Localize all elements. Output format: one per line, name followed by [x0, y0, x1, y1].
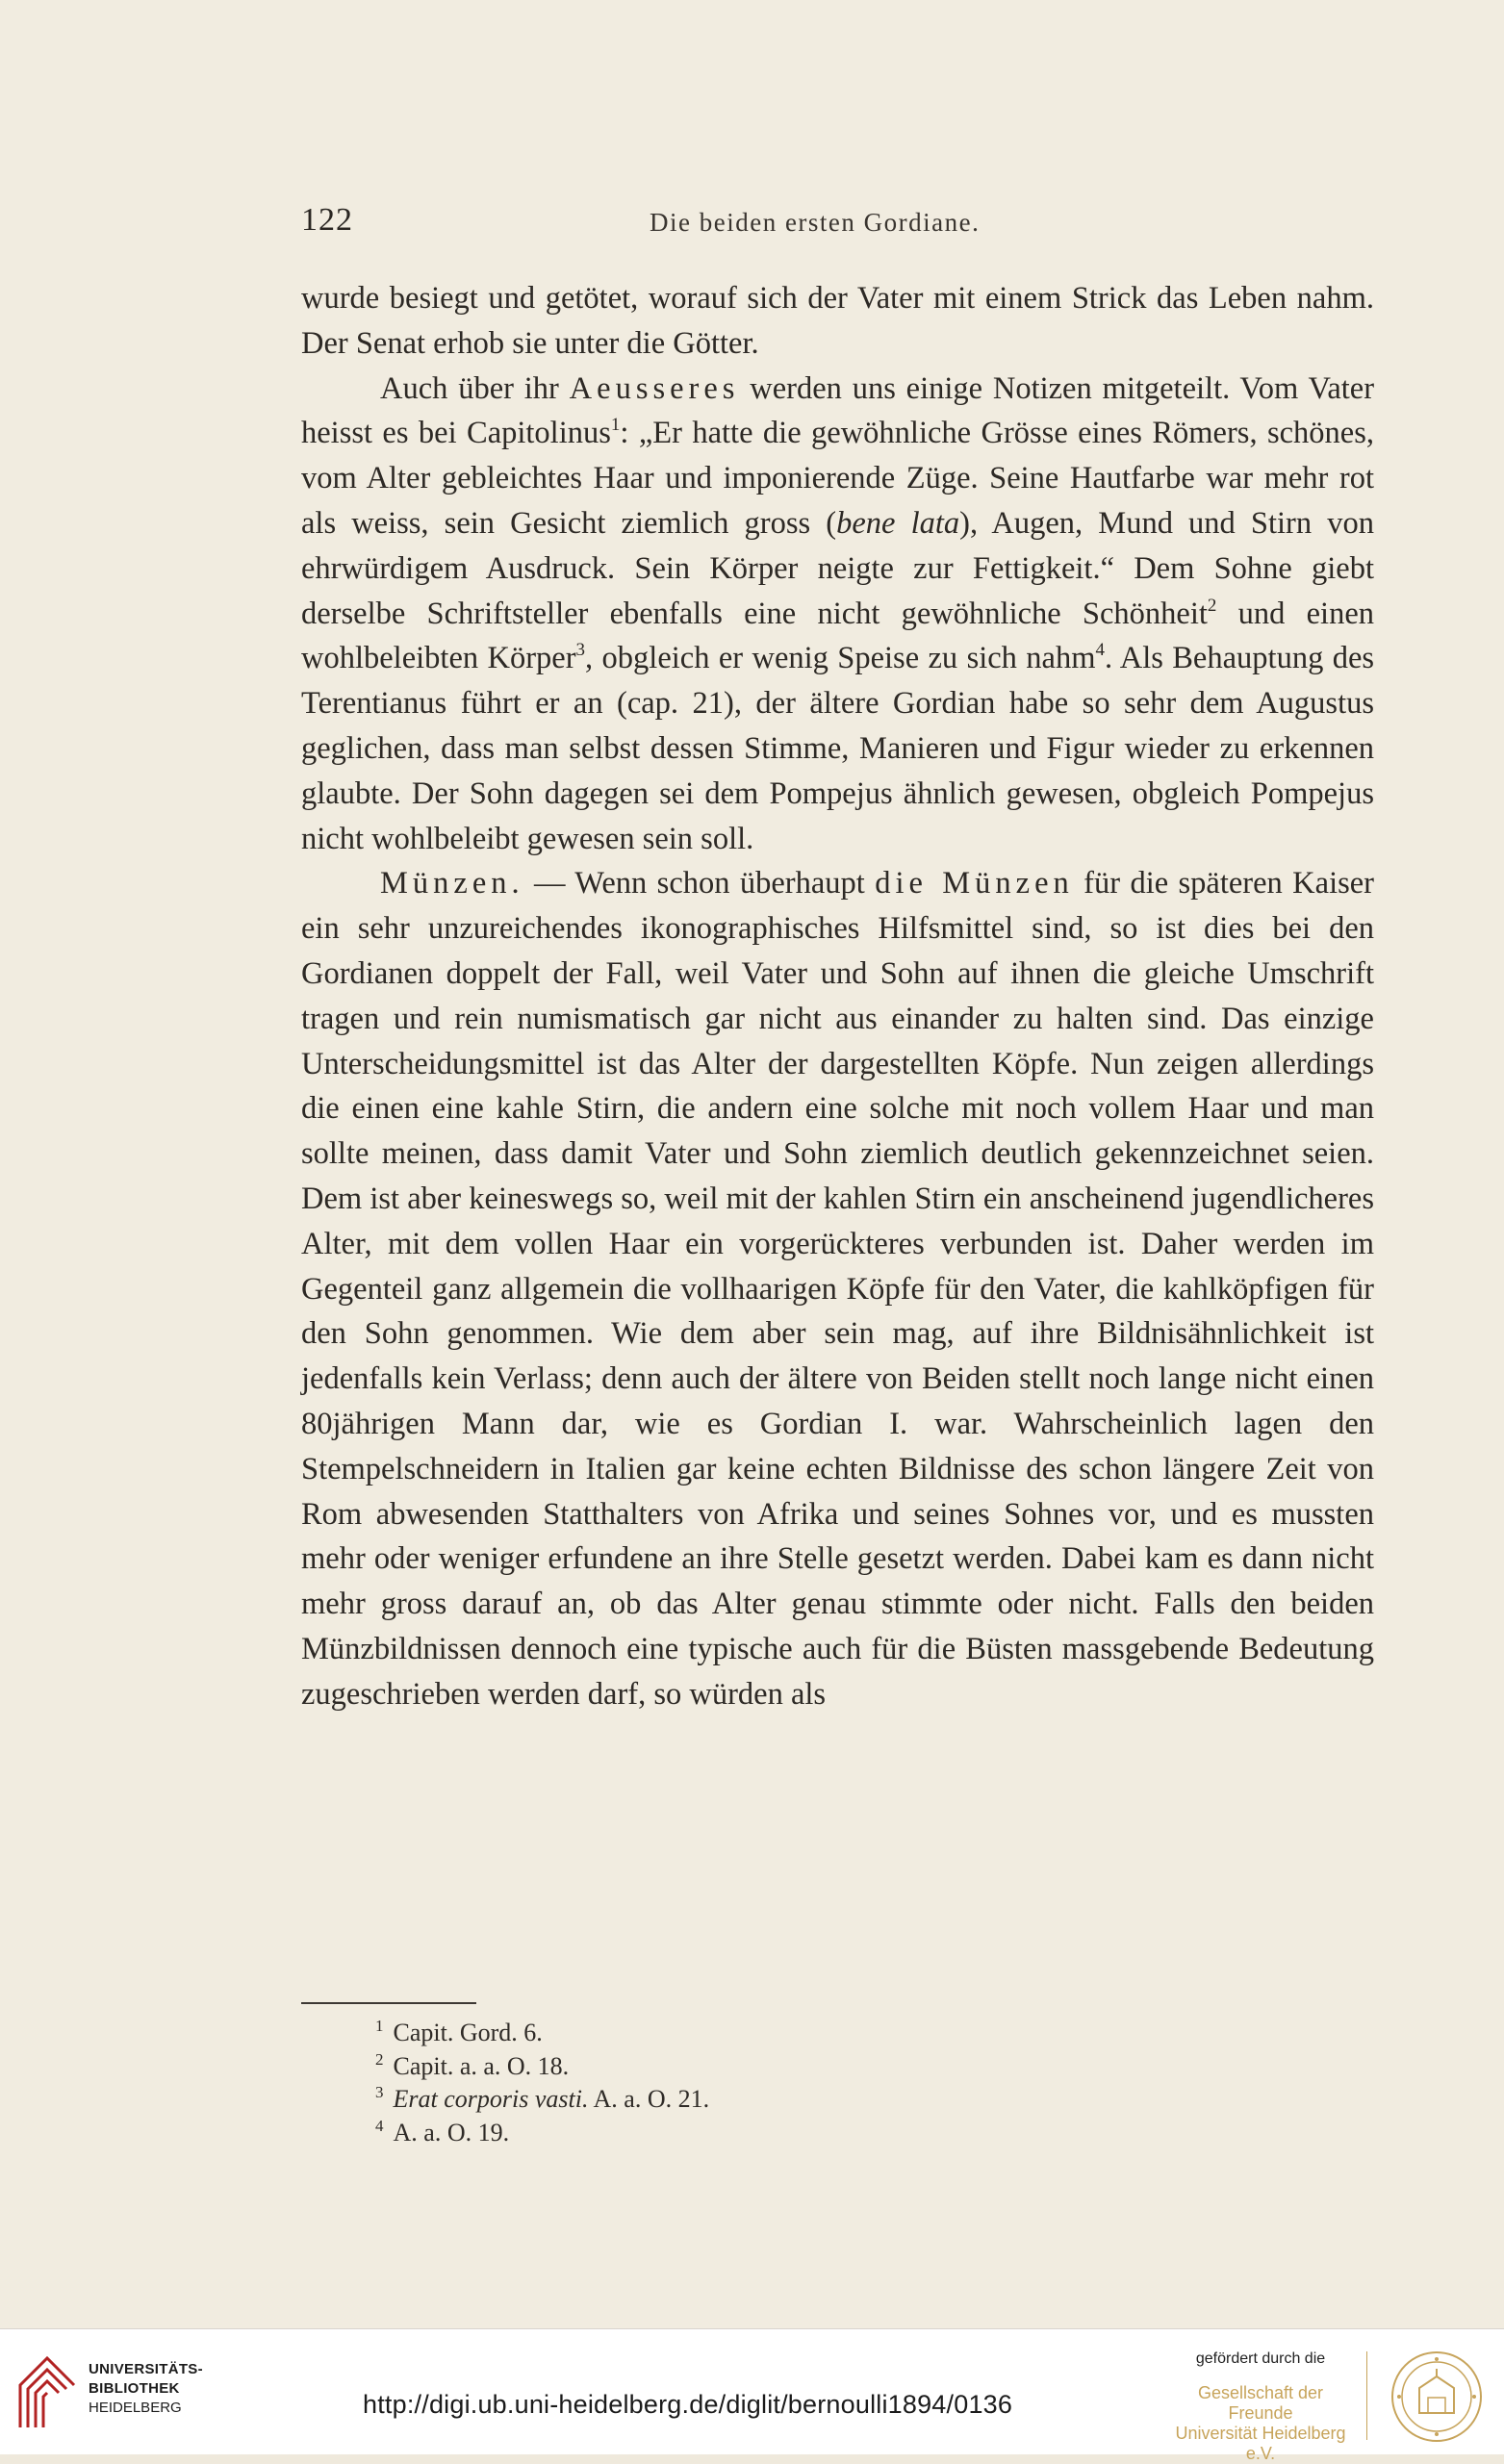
- body-text: [301, 276, 1374, 1717]
- paragraph-2: Auch über ihr Aeusseres werden uns einige Notizen mitgeteilt. Vom Vater heisst es bei Capitolinus$^1$: „Er hatte die gewöhnliche Grösse eines Römers, schönes, vom Alter gebleichtes Haar und imponierende Züge. Seine Hautfarbe war mehr rot als weiss, sein Gesicht ziemlich gross (bene lata), Augen, Mund und Stirn von ehrwürdigem Ausdruck. Sein Körper neigte zur Fettigkeit.“ Dem Sohne giebt derselbe Schriftsteller ebenfalls eine nicht gewöhnliche Schönheit$^2$ und einen wohlbeleibten Körper$^3$, obgleich er wenig Speise zu sich nahm$^4$. Als Behauptung des Terentianus führt er an (cap. 21), der ältere Gordian habe so sehr dem Augustus geglichen, dass man selbst dessen Stimme, Manieren und Figur wieder zu erkennen glaubte. Der Sohn dagegen sei dem Pompejus ähnlich gewesen, obgleich Pompejus nicht wohlbeleibt gewesen sein soll.: [301, 370, 1375, 856]
- sponsor-block: [1166, 2350, 1355, 2464]
- section-heading-muenzen: Münzen.: [380, 866, 524, 902]
- library-name: UNIVERSITÄTS- BIBLIOTHEK HEIDELBERG: [89, 2361, 203, 2416]
- running-title: Die beiden ersten Gordiane.: [650, 208, 981, 237]
- latin-phrase: bene lata: [836, 505, 960, 541]
- spaced-emphasis: Aeusseres: [569, 370, 740, 406]
- footnote-ref-4: 4: [1095, 640, 1106, 661]
- sponsor-name-line2: Universität Heidelberg e.V.: [1175, 2424, 1346, 2463]
- permalink-url[interactable]: http://digi.ub.uni-heidelberg.de/diglit/bernoulli1894/0136: [363, 2390, 1013, 2419]
- footnote-ref-1: 1: [610, 415, 621, 436]
- footer-divider: [0, 2328, 1504, 2329]
- sponsor-label: gefördert durch die: [1195, 2350, 1326, 2367]
- university-seal-icon: [1389, 2350, 1484, 2444]
- footnote-1: $^1$ Capit. Gord. 6.: [375, 2017, 543, 2046]
- footnote-4: $^4$ A. a. O. 19.: [375, 2116, 510, 2146]
- page-header: [301, 202, 1374, 250]
- footnote-rule: [301, 2002, 476, 2004]
- sponsor-name-line1: Gesellschaft der Freunde: [1197, 2383, 1324, 2423]
- spaced-emphasis: die Münzen: [875, 866, 1074, 902]
- page-number: 122: [301, 202, 353, 238]
- footer-bar: [0, 2328, 1504, 2463]
- paragraph-1: wurde besiegt und getötet, worauf sich der Vater mit einem Strick das Leben nahm. Der Senat erhob sie unter die Götter.: [301, 281, 1374, 361]
- footnote-ref-3: 3: [575, 640, 586, 661]
- paragraph-3: Münzen. — Wenn schon überhaupt die Münzen für die späteren Kaiser ein sehr unzureichendes ikonographisches Hilfsmittel sind, so ist dies bei den Gordianen doppelt der Fall, weil Vater und Sohn auf ihnen die gleiche Umschrift tragen und rein numismatisch gar nicht aus einander zu halten sind. Das einzige Unterscheidungsmittel ist das Alter der dargestellten Köpfe. Nun zeigen allerdings die einen eine kahle Stirn, die andern eine solche mit noch vollem Haar und man sollte meinen, dass damit Vater und Sohn ziemlich deutlich gekennzeichnet seien. Dem ist aber keineswegs so, weil mit der kahlen Stirn ein anscheinend jugendlicheres Alter, mit dem vollen Haar ein vorgerückteres verbunden ist. Daher werden im Gegenteil ganz allgemein die vollhaarigen Köpfe für den Vater, die kahlköpfigen für den Sohn genommen. Wie dem aber sein mag, auf ihre Bildnisähnlichkeit ist jedenfalls kein Verlass; denn auch der ältere von Beiden stellt noch lange nicht einen 80jährigen Mann dar, wie es Gordian I. war. Wahrscheinlich lagen den Stempelschneidern in Italien gar keine echten Bildnisse des schon längere Zeit von Rom abwesenden Statthalters von Afrika und seines Sohnes vor, und es mussten mehr oder weniger erfundene an ihre Stelle gesetzt werden. Dabei kam es dann nicht mehr gross darauf an, ob das Alter genau stimmte oder nicht. Falls den beiden Münzbildnissen dennoch eine typische auch für die Büsten massgebende Bedeutung zugeschrieben werden darf, so würden als: [301, 866, 1375, 1712]
- library-logo-icon[interactable]: [14, 2352, 80, 2431]
- footnotes: [375, 2017, 1145, 2149]
- footnote-ref-2: 2: [1207, 595, 1217, 616]
- footnote-2: $^2$ Capit. a. a. O. 18.: [375, 2049, 570, 2080]
- footnote-3: $^3$ Erat corporis vasti. A. a. O. 21.: [375, 2083, 710, 2113]
- sponsor-divider: [1366, 2351, 1367, 2440]
